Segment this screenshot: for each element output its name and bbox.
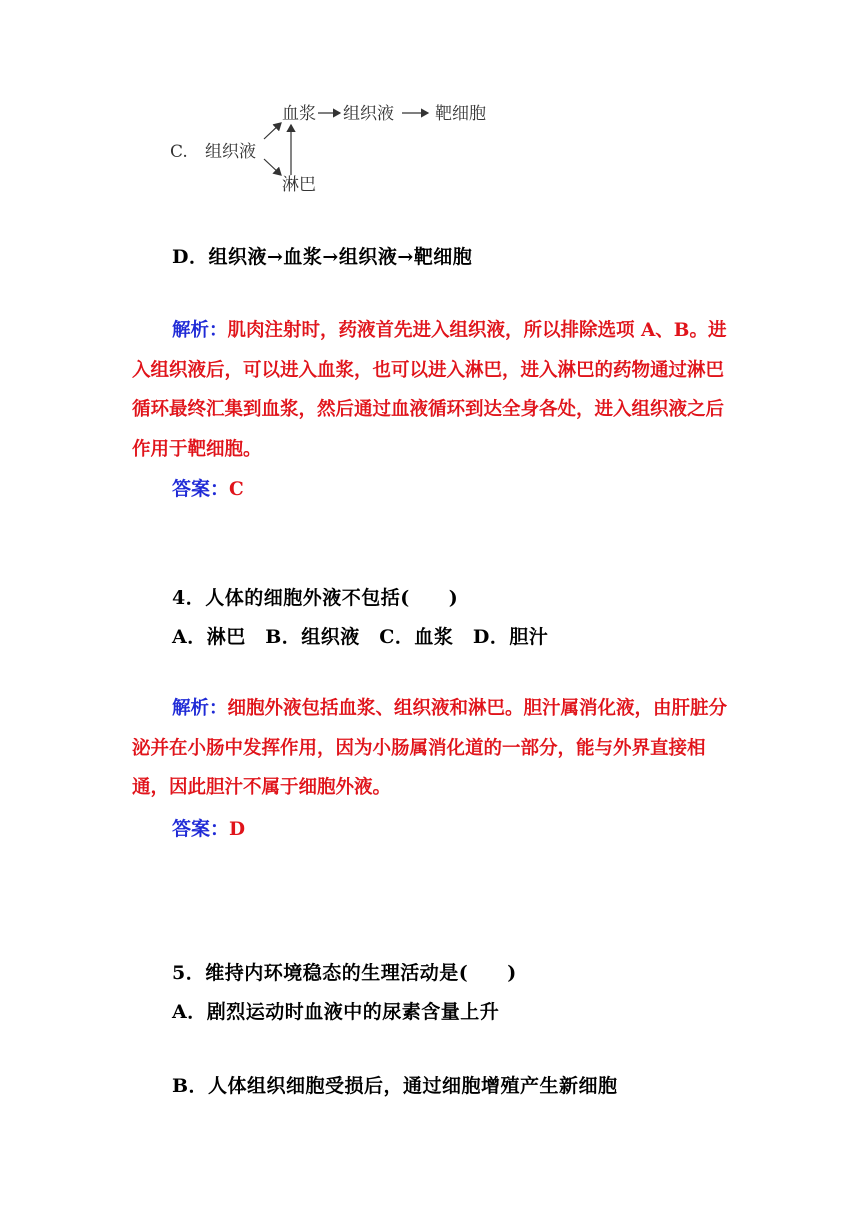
option-c-label: C. [170,142,188,162]
option-c-right-node: 靶细胞 [435,104,486,124]
q4-answer-label: 答案： [172,818,230,840]
option-c-left-node: 组织液 [205,142,256,162]
q5-option-b: B．人体组织细胞受损后，通过细胞增殖产生新细胞 [172,1075,618,1097]
q4-answer-value: D [229,819,246,840]
option-c-mid-node: 组织液 [343,104,394,124]
option-d: D．组织液→血浆→组织液→靶细胞 [172,246,473,268]
q4-analysis-label: 解析： [172,698,228,719]
option-c-bottom-node: 淋巴 [282,175,316,195]
q3-answer-label: 答案： [172,478,230,500]
arrow-to-plasma [264,123,281,139]
option-c-diagram [160,95,520,205]
q5-option-a: A．剧烈运动时血液中的尿素含量上升 [172,1001,500,1023]
q3-answer [172,474,244,501]
option-c-top-node: 血浆 [282,104,316,124]
q3-analysis-label: 解析： [172,320,228,341]
q3-analysis-text: 肌肉注射时，药液首先进入组织液，所以排除选项 A、B。进入组织液后，可以进入血浆，也可以进入淋巴，进入淋巴的药物通过淋巴循环最终汇集到血浆，然后通过血液循环到达全身各处，进入组织液之后作用于靶细胞。 [132,320,727,460]
q4-analysis [132,689,732,808]
q4-analysis-text: 细胞外液包括血浆、组织液和淋巴。胆汁属消化液，由肝脏分泌并在小肠中发挥作用，因为小肠属消化道的一部分，能与外界直接相通，因此胆汁不属于细胞外液。 [132,698,728,798]
arrow-to-lymph [264,159,281,175]
q4-stem: 4．人体的细胞外液不包括( ) [172,587,459,609]
q3-analysis [132,311,732,469]
q5-stem: 5．维持内环境稳态的生理活动是( ) [172,962,517,984]
q3-answer-value: C [229,479,244,500]
q4-answer [172,814,245,841]
q4-options: A．淋巴 B．组织液 C．血浆 D．胆汁 [172,626,549,648]
